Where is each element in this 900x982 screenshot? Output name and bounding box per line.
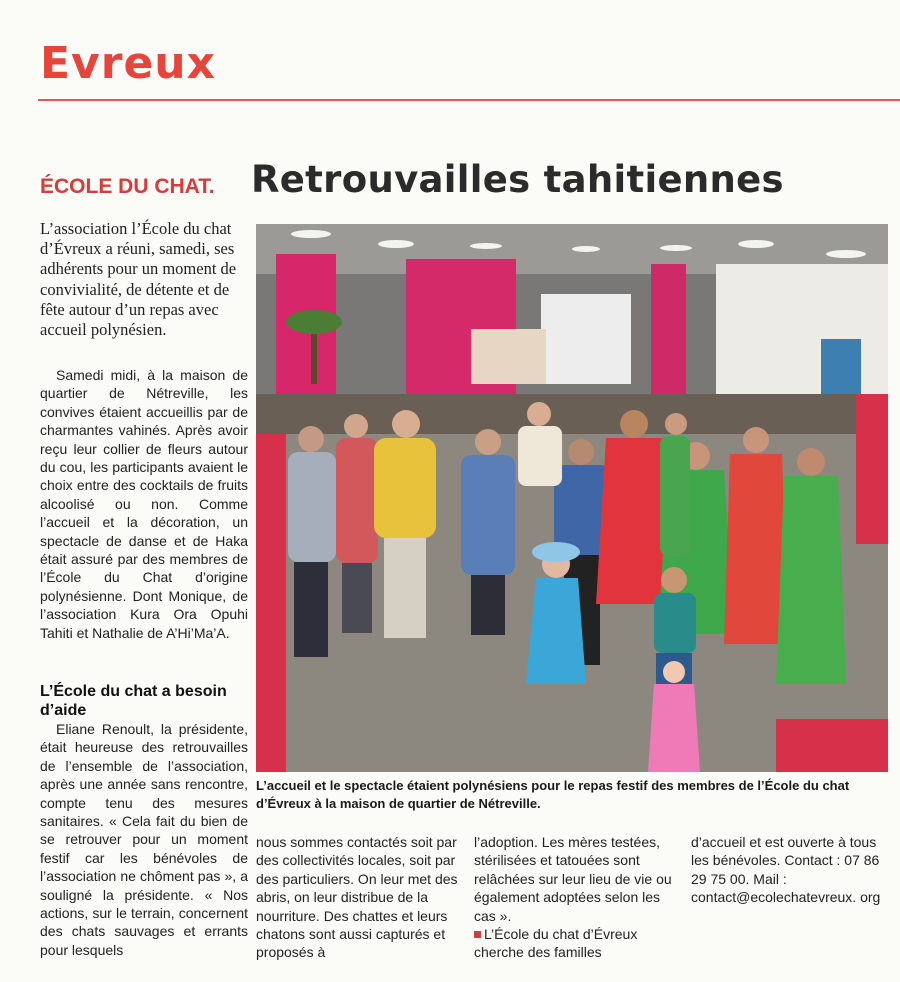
article-subhead: L’École du chat a besoin d’aide: [40, 683, 227, 719]
article-paragraph-2: Eliane Renoult, la présidente, était heureuse des retrouvailles de l’ensemble de l’association, après une année sans rencontre, compte tenu des mesures sanitaires. « Cela fait du bien de se retrouver pour un moment festif car les bénévoles de l’association ne chôment pas », a souligné la présidente. « Nos actions, sur le terrain, concernent des chats sauvages et errants pour lesquels: [40, 721, 248, 958]
section-title: Evreux: [40, 38, 216, 89]
article-paragraph-1: Samedi midi, à la maison de quartier de Nétreville, les convives étaient accueillis par de charmantes vahinés. Après avoir reçu leur collier de fleurs autour du cou, les participants avaient le choix entre des cocktails de fruits alcoolisé ou non. Comme l’accueil et la décoration, un spectacle de danse et de Haka était assuré par des membres de l’École du Chat d’origine polynésienne. Dont Monique, de l’association Kura Ora Opuhi Tahiti et Nathalie de A’Hi’Ma’A.: [40, 367, 248, 641]
article-column-3-text: l’adoption. Les mères testées, stérilisées et tatouées sont relâchées sur leur lieu de vie ou également adoptées selon les cas ».: [474, 834, 672, 924]
photo-illustration: [256, 224, 888, 772]
section-divider: [38, 99, 900, 101]
photo-caption: L’accueil et le spectacle étaient polynésiens pour le repas festif des membres de l’École du chat d’Évreux à la maison de quartier de Nétreville.: [256, 778, 850, 811]
article-column-2: nous sommes contactés soit par des collectivités locales, soit par des particuliers. On leur met des abris, on leur distribue de la nourriture. Des chattes et leurs chatons sont aussi capturés et proposés à: [256, 834, 458, 961]
article-column-4: d’accueil et est ouverte à tous les bénévoles. Contact : 07 86 29 75 00. Mail : contact@ecolechatevreux. org: [691, 834, 881, 906]
article-column-3-box-text: L’École du chat d’Évreux cherche des familles: [474, 926, 638, 961]
bullet-square-icon: [474, 931, 481, 938]
article-headline: Retrouvailles tahitiennes: [251, 158, 784, 201]
article-photo: [256, 224, 888, 772]
article-column-3-box: [474, 925, 679, 962]
article-lede: L’association l’École du chat d’Évreux a réuni, samedi, ses adhérents pour un moment de convivialité, de détente et de fête autour d’un repas avec accueil polynésien.: [40, 219, 237, 340]
article-column-3: [474, 833, 679, 962]
article-kicker: ÉCOLE DU CHAT.: [40, 175, 215, 198]
